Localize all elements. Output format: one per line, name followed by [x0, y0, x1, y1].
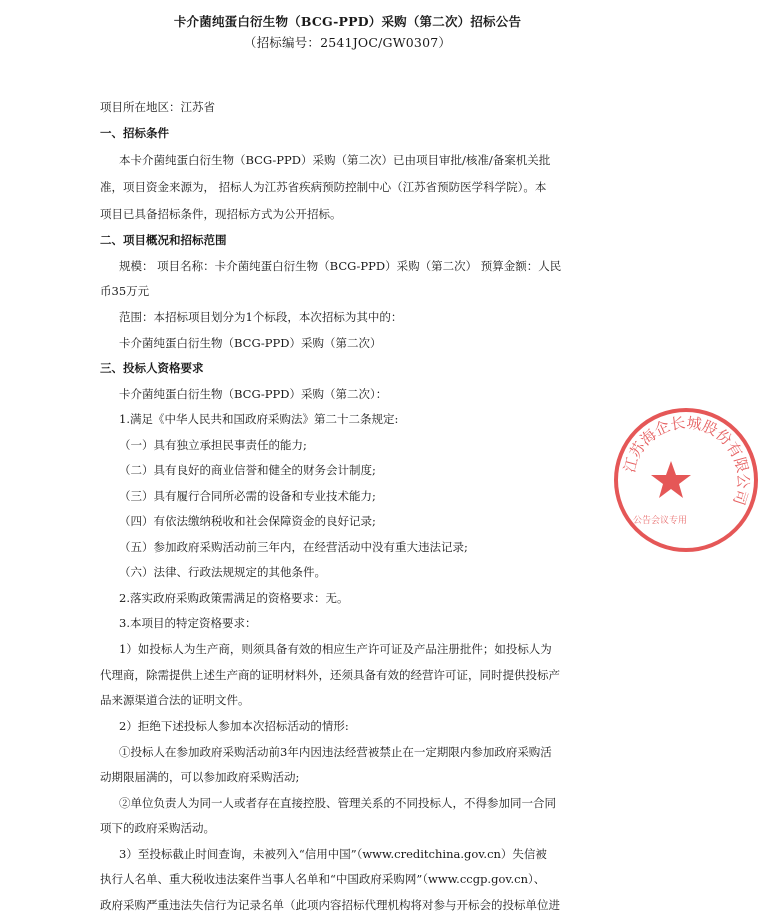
section1-line: 准，项目资金来源为， 招标人为江苏省疾病预防控制中心（江苏省预防医学科学院）。本: [100, 180, 547, 194]
requirement-1-item: （三）具有履行合同所必需的设备和专业技术能力;: [119, 489, 376, 503]
requirement-1-item: （五）参加政府采购活动前三年内，在经营活动中没有重大违法记录;: [119, 540, 468, 554]
requirement-1-item: （六）法律、行政法规规定的其他条件。: [119, 565, 326, 579]
section2-heading: 二、项目概况和招标范围: [100, 233, 227, 247]
requirement-1-item: （二）具有良好的商业信誉和健全的财务会计制度;: [119, 463, 376, 477]
requirement-3-p1-line: 品来源渠道合法的证明文件。: [100, 693, 250, 707]
section3-lot: 卡介菌纯蛋白衍生物（BCG-PPD）采购（第二次）：: [119, 387, 388, 401]
requirement-2: 2.落实政府采购政策需满足的资格要求：无。: [119, 591, 349, 605]
company-seal-stamp: [611, 405, 761, 555]
requirement-3-p2b-line: 项下的政府采购活动。: [100, 821, 215, 835]
section1-line: 项目已具备招标条件，现招标方式为公开招标。: [100, 207, 342, 221]
requirement-3-p3-line: 政府采购严重违法失信行为记录名单（此项内容招标代理机构将对参与开标会的投标单位进: [100, 898, 560, 912]
requirement-1-item: （一）具有独立承担民事责任的能力;: [119, 438, 307, 452]
seal-text: 江苏海企长城股份有限公司: [620, 413, 753, 508]
document-title: 卡介菌纯蛋白衍生物（BCG-PPD）采购（第二次）招标公告: [173, 14, 522, 29]
section1-line: 本卡介菌纯蛋白衍生物（BCG-PPD）采购（第二次）已由项目审批/核准/备案机关批: [119, 153, 551, 167]
requirement-3-p1-line: 代理商，除需提供上述生产商的证明材料外，还须具备有效的经营许可证，同时提供投标产: [100, 668, 560, 682]
requirement-3-p3-line: 执行人名单、重大税收违法案件当事人名单和“中国政府采购网”（www.ccgp.gov.cn）、: [100, 872, 546, 886]
requirement-3-p2: 2）拒绝下述投标人参加本次招标活动的情形:: [119, 719, 349, 733]
section3-heading: 三、投标人资格要求: [100, 361, 204, 375]
section1-heading: 一、招标条件: [100, 126, 169, 140]
requirement-3-p2a-line: 动期限届满的，可以参加政府采购活动;: [100, 770, 300, 784]
requirement-3-p1-line: 1）如投标人为生产商，则须具备有效的相应生产许可证及产品注册批件；如投标人为: [119, 642, 552, 656]
requirement-1-item: （四）有依法缴纳税收和社会保障资金的良好记录;: [119, 514, 376, 528]
section2-lot: 卡介菌纯蛋白衍生物（BCG-PPD）采购（第二次）: [119, 336, 382, 350]
seal-star-icon: [651, 461, 691, 498]
section2-scope: 范围：本招标项目划分为1个标段，本次招标为其中的：: [119, 310, 403, 324]
seal-subtext: 公告会议专用: [633, 516, 688, 526]
requirement-3-p2a-line: ①投标人在参加政府采购活动前3年内因违法经营被禁止在一定期限内参加政府采购活: [119, 745, 552, 759]
section2-scale-line: 规模： 项目名称：卡介菌纯蛋白衍生物（BCG-PPD）采购（第二次） 预算金额：人民: [119, 259, 562, 273]
project-location: 项目所在地区：江苏省: [100, 100, 215, 114]
requirement-1: 1.满足《中华人民共和国政府采购法》第二十二条规定:: [119, 412, 399, 426]
requirement-3: 3.本项目的特定资格要求：: [119, 616, 257, 630]
tender-number: （招标编号：2541JOC/GW0307）: [243, 35, 452, 50]
requirement-3-p3-line: 3）至投标截止时间查询，未被列入“信用中国”（www.creditchina.gov.cn）失信被: [119, 847, 547, 861]
section2-scale-line: 币35万元: [100, 284, 150, 298]
requirement-3-p2b-line: ②单位负责人为同一人或者存在直接控股、管理关系的不同投标人，不得参加同一合同: [119, 796, 556, 810]
